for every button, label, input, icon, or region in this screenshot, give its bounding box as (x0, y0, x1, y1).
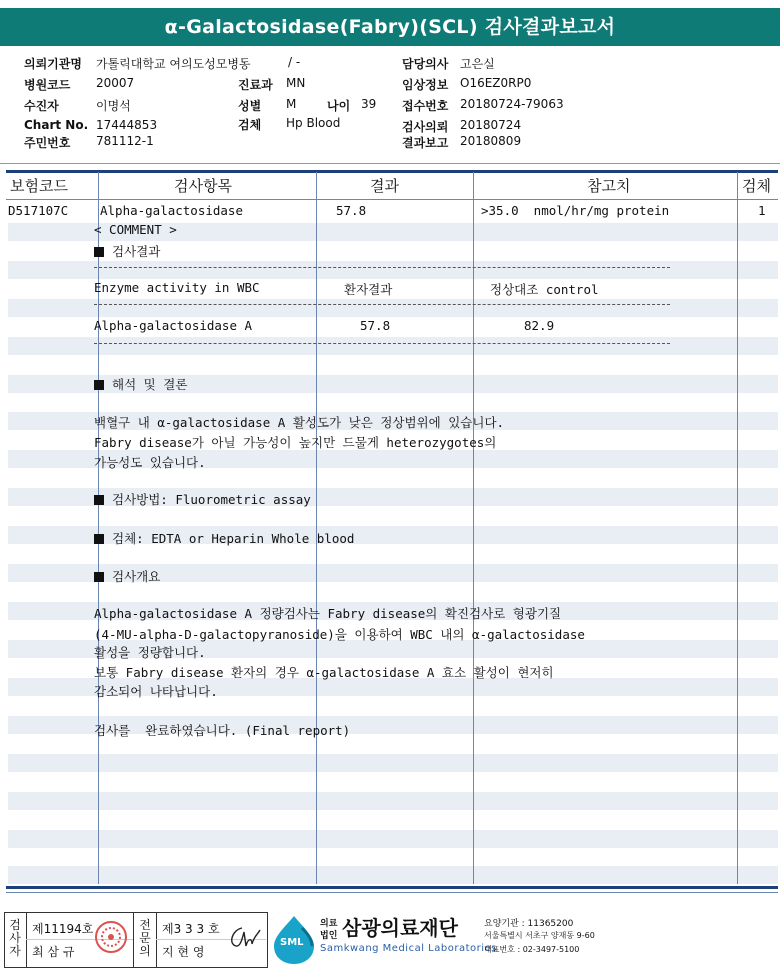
value-hospital-code: 20007 (96, 76, 135, 90)
value-ward: / - (288, 55, 301, 69)
col-result: 결과 (370, 177, 399, 195)
value-report-date: 20180809 (460, 134, 522, 148)
org-name: 삼광의료재단 (342, 916, 458, 940)
section-overview: 검사개요 (94, 567, 160, 585)
org-prefix-2: 법인 (320, 931, 338, 941)
label-report-date: 결과보고 (402, 136, 449, 150)
result-specimen: 1 (758, 203, 766, 218)
label-chart-no: Chart No. (24, 118, 89, 132)
org-english: Samkwang Medical Laboratories (320, 943, 497, 954)
dash-line-3 (94, 343, 670, 344)
final-report: 검사를 완료하였습니다. (Final report) (94, 723, 351, 738)
result-value: 57.8 (336, 203, 367, 218)
specialist-name: 지 현 영 (162, 945, 205, 959)
table-bottom-rule-thin (6, 892, 778, 893)
info-address: 서울특별시 서초구 양재동 9-60 (484, 931, 595, 940)
colhead-divider (6, 199, 778, 200)
col-reference: 참고치 (587, 177, 631, 195)
report-title: α-Galactosidase(Fabry)(SCL) 검사결과보고서 (0, 8, 780, 46)
col-line-1 (98, 172, 99, 884)
table-top-rule (6, 170, 778, 173)
result-reference: >35.0 nmol/hr/mg protein (481, 203, 670, 218)
interp-line-2: Fabry disease가 아닐 가능성이 높지만 드물게 heterozygotes의 (94, 435, 497, 450)
col-line-4 (737, 172, 738, 884)
value-receipt-no: 20180724-79063 (460, 97, 564, 111)
dash-line-2 (94, 304, 670, 305)
signature-icon (226, 922, 262, 952)
label-doctor: 담당의사 (402, 57, 449, 71)
label-hospital-code: 병원코드 (24, 78, 71, 92)
label-resident-no: 주민번호 (24, 136, 71, 150)
label-clinical-info: 임상정보 (402, 78, 449, 92)
tester-no: 제11194호 (32, 922, 94, 936)
overview-line-2: (4-MU-alpha-D-galactopyranoside)을 이용하여 WBC 내의 α-galactosidase (94, 627, 585, 642)
label-patient: 수진자 (24, 99, 59, 113)
value-request-date: 20180724 (460, 118, 522, 132)
value-resident-no: 781112-1 (96, 134, 154, 148)
table-head-c: 정상대조 control (490, 282, 599, 297)
col-specimen: 검체 (742, 177, 771, 195)
result-code: D517107C (8, 203, 69, 218)
logo-text: SML (280, 937, 304, 948)
interp-line-1: 백혈구 내 α-galactosidase A 활성도가 낮은 정상범위에 있습니다. (94, 415, 505, 430)
table-bottom-rule (6, 886, 778, 889)
label-age: 나이 (327, 99, 351, 113)
tester-label: 검사자 (9, 918, 21, 958)
section-specimen: 검체: EDTA or Heparin Whole blood (94, 529, 354, 547)
col-insurance-code: 보험코드 (10, 177, 68, 195)
interp-line-3: 가능성도 있습니다. (94, 455, 206, 470)
label-sex: 성별 (238, 99, 262, 113)
table-row-a: Alpha-galactosidase A (94, 318, 253, 333)
specialist-label: 전문의 (139, 918, 151, 958)
value-sex: M (286, 97, 297, 111)
label-specimen: 검체 (238, 118, 262, 132)
col-line-3 (473, 172, 474, 884)
info-code: 요양기관 : 11365200 (484, 919, 574, 929)
value-institution: 가톨릭대학교 여의도성모병동 (96, 57, 251, 71)
section-interpretation: 해석 및 결론 (94, 375, 187, 393)
value-clinical-info: O16EZ0RP0 (460, 76, 532, 90)
result-item: Alpha-galactosidase (100, 203, 243, 218)
section-results: 검사결과 (94, 242, 160, 260)
col-line-2 (316, 172, 317, 884)
org-prefix-1: 의료 (320, 919, 338, 929)
header-divider (0, 163, 780, 164)
table-row-b: 57.8 (360, 318, 391, 333)
section-method: 검사방법: Fluorometric assay (94, 490, 311, 508)
col-test-item: 검사항목 (174, 177, 232, 195)
comment-label: < COMMENT > (94, 222, 177, 237)
value-age: 39 (361, 97, 377, 111)
overview-line-3: 활성을 정량합니다. (94, 645, 206, 660)
overview-line-5: 감소되어 나타납니다. (94, 684, 218, 699)
label-receipt-no: 접수번호 (402, 99, 449, 113)
value-specimen: Hp Blood (286, 116, 341, 130)
value-chart-no: 17444853 (96, 118, 158, 132)
table-row-c: 82.9 (524, 318, 555, 333)
specialist-no: 제3 3 3 호 (162, 922, 220, 936)
table-head-a: Enzyme activity in WBC (94, 280, 260, 295)
dash-line-1 (94, 267, 670, 268)
label-institution: 의뢰기관명 (24, 57, 82, 71)
overview-line-4: 보통 Fabry disease 환자의 경우 α-galactosidase A 효소 활성이 현저히 (94, 665, 554, 680)
label-request-date: 검사의뢰 (402, 120, 449, 134)
value-patient: 이명석 (96, 99, 131, 113)
overview-line-1: Alpha-galactosidase A 정량검사는 Fabry disease의 확진검사로 형광기질 (94, 606, 562, 621)
tester-name: 최 삼 규 (32, 945, 75, 959)
label-department: 진료과 (238, 78, 273, 92)
table-head-b: 환자결과 (344, 282, 393, 297)
value-doctor: 고은실 (460, 57, 495, 71)
seal-icon (94, 920, 128, 954)
info-phone: 대표번호 : 02-3497-5100 (484, 945, 580, 954)
value-department: MN (286, 76, 306, 90)
